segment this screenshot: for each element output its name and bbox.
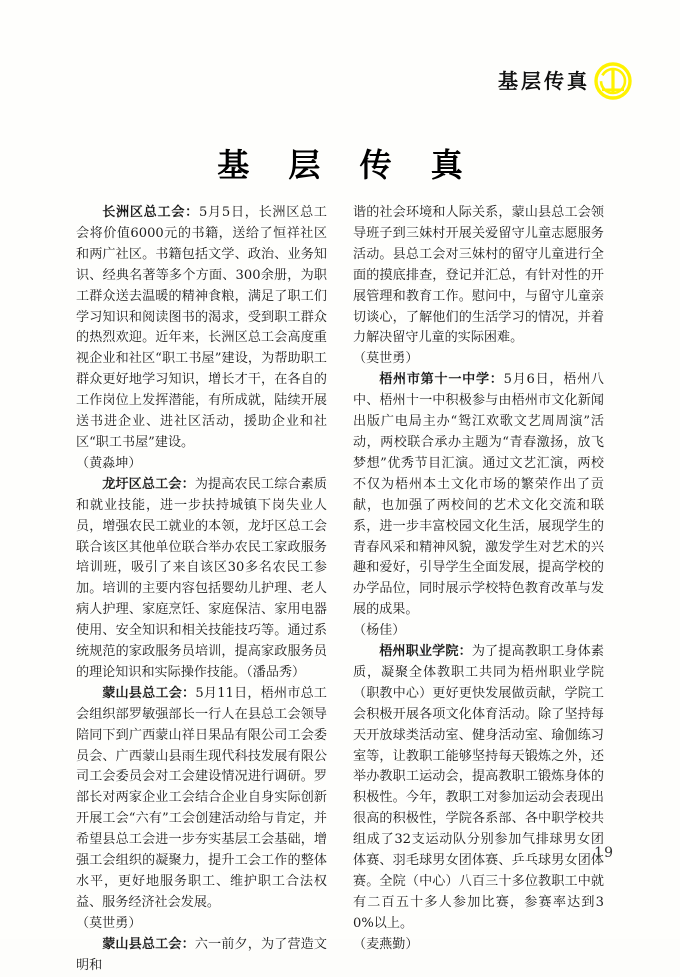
paragraph-body: 谐的社会环境和人际关系，蒙山县总工会领导班子到三妹村开展关爱留守儿童志愿服务活动。县总工会对三妹村的留守儿童进行全面的摸底排查，登记并汇总，有针对性的开展管理和教育工作。慰问中，与留守儿童亲切谈心，了解他们的生活学习的情况，并着力解决留守儿童的实际困难。 [353, 205, 604, 346]
paragraph-lead: 蒙山县总工会： [102, 936, 195, 952]
paragraph-body: 为了提高教职工身体素质，凝聚全体教职工共同为梧州职业学院（职教中心）更好更快发展做贡献，学院工会积极开展各项文化体育活动。除了坚持每天开放球类活动室、健身活动室、瑜伽练习室等，让教职工能够坚持每天锻炼之外，还举办教职工运动会，提高教职工锻炼身体的积极性。今年，教职工对参加运动会表现出很高的积极性，学院各系部、各中职学校共组成了32支运动队分别参加气排球男女团体赛、羽毛球男女团体赛、乒乓球男女团体赛。全院（中心）八百三十多位教职工中就有二百五十多人参加比赛，参赛率达到30%以上。 [353, 644, 605, 931]
page-number: 19 [594, 845, 614, 861]
paragraph-byline: （黄淼坤） [76, 455, 142, 471]
paragraph-lead: 龙圩区总工会： [102, 476, 195, 492]
article-paragraph [76, 684, 327, 914]
left-column [76, 203, 328, 973]
paragraph-body: 为提高农民工综合素质和就业技能，进一步扶持城镇下岗失业人员，增强农民工就业的本领，龙圩区总工会联合该区其他单位联合举办农民工家政服务培训班，吸引了来自该区30多名农民工参加。培训的主要内容包括婴幼儿护理、老人病人护理、家庭烹饪、家庭保洁、家用电器使用、安全知识和相关技能技巧等。通过系统规范的家政服务员培训，提高家政服务员的理论知识和实际操作技能。 [76, 476, 328, 680]
paragraph-byline: （麦燕勤） [353, 936, 419, 952]
paragraph-lead: 长洲区总工会： [102, 205, 199, 220]
article-paragraph [76, 203, 327, 454]
page-title: 基 层 传 真 [217, 146, 477, 185]
paragraph-lead: 蒙山县总工会： [102, 685, 196, 701]
paragraph-byline: （潘品秀） [246, 664, 306, 680]
paragraph-body: 5月5日，长洲区总工会将价值6000元的书籍，送给了恒祥社区和两广社区。书籍包括文学、政治、业务知识、经典名著等多个方面、300余册，为职工群众送去温暖的精神食粮，满足了职工们学习知识和阅读图书的渴求，受到职工群众的热烈欢迎。近年来，长洲区总工会高度重视企业和社区“职工书屋”建设，为帮助职工群众更好地学习知识，增长才干，在各自的工作岗位上发挥潜能，有所成就，陆续开展送书进企业、进社区活动，援助企业和社区“职工书屋”建设。 [76, 205, 327, 450]
article-paragraph [76, 475, 327, 684]
china-union-emblem-icon [594, 62, 632, 100]
paragraph-byline: （莫世勇） [76, 915, 142, 931]
article-paragraph [353, 370, 604, 621]
masthead [498, 62, 632, 100]
paragraph-byline: （杨佳） [353, 623, 406, 639]
masthead-title: 基层传真 [498, 69, 590, 93]
paragraph-lead: 梧州市第十一中学： [379, 372, 504, 388]
paragraph-lead: 梧州职业学院： [379, 644, 472, 660]
article-paragraph-continued [76, 935, 327, 977]
paragraph-body: 5月6日，梧州八中、梧州十一中积极参与由梧州市文化新闻出版广电局主办“鸳江欢歌文艺周周演”活动，两校联合承办主题为“青春激扬，放飞梦想”优秀节目汇演。通过文艺汇演，两校不仅为梧州本土文化市场的繁荣作出了贡献，也加强了两校间的艺术文化交流和联系，进一步丰富校园文化生活，展现学生的青春风采和精神风貌，激发学生对艺术的兴趣和爱好，引导学生全面发展，提高学校的办学品位，同时展示学校特色教育改革与发展的成果。 [353, 372, 604, 618]
paragraph-body: 六一前夕，为了营造文明和 [76, 936, 328, 973]
paragraph-byline: （莫世勇） [353, 351, 419, 367]
article-paragraph [353, 642, 604, 935]
paragraph-body: 5月11日，梧州市总工会组织部罗敏强部长一行人在县总工会领导陪同下到广西蒙山祥日果品有限公司工会委员会、广西蒙山县雨生现代科技发展有限公司工会委员会对工会建设情况进行调研。罗部长对两家企业工会结合企业自身实际创新开展工会“六有”工会创建活动给与肯定，并希望县总工会进一步夯实基层工会基础，增强工会组织的凝聚力，提升工会工作的整体水平，更好地服务职工、维护职工合法权益、服务经济社会发展。 [76, 685, 328, 910]
article-paragraph-continuation [353, 203, 604, 349]
